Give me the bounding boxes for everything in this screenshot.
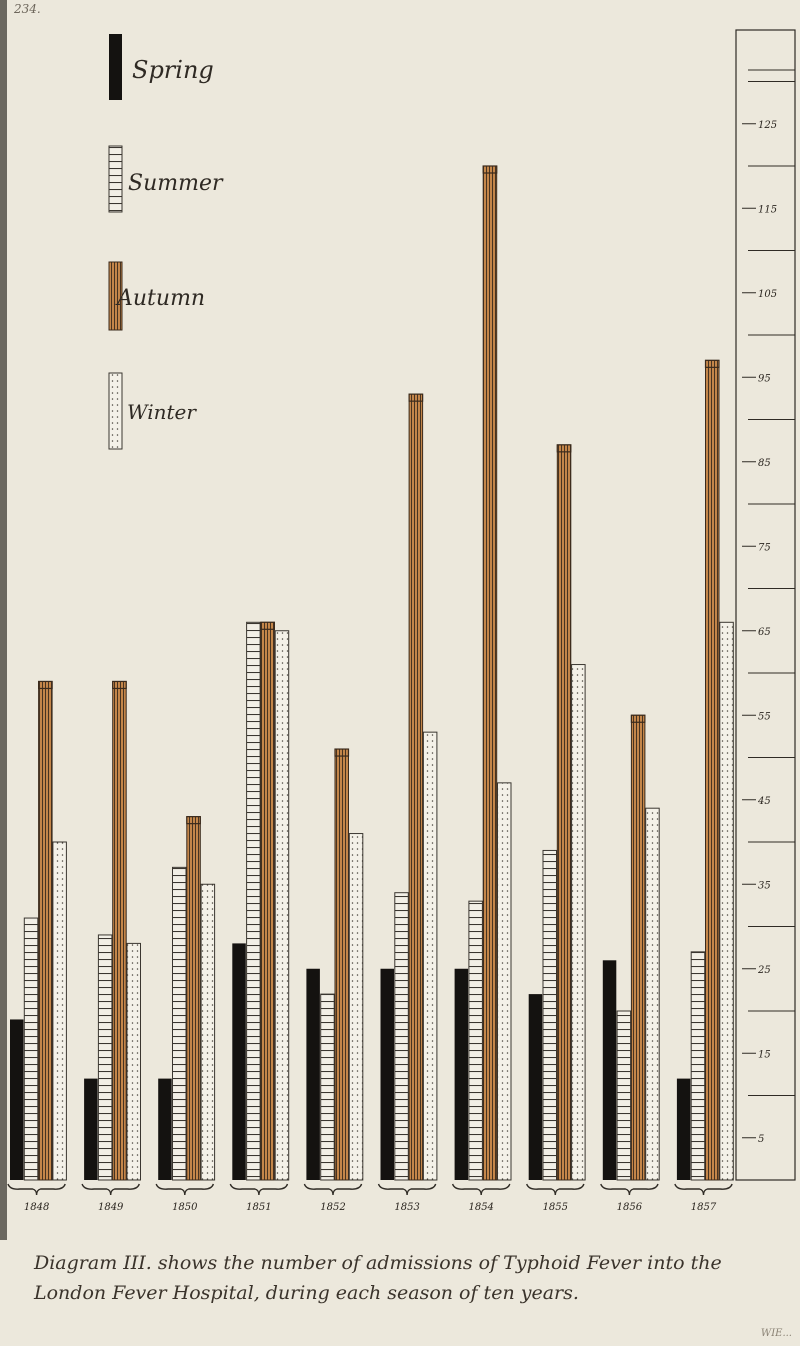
y-tick-label: 55 [758, 711, 771, 723]
x-label-1850: 1850 [172, 1202, 198, 1213]
bar-group-1851 [232, 622, 288, 1180]
legend-swatch-winter [109, 373, 122, 449]
bar-group-1849 [84, 681, 140, 1180]
legend-label-summer: Summer [128, 171, 223, 196]
x-label-1854: 1854 [468, 1202, 494, 1213]
bar-spring-1853 [381, 969, 395, 1180]
bar-autumn-1855 [557, 445, 571, 1180]
bar-group-1850 [158, 817, 214, 1180]
bar-cap-autumn-1856 [631, 715, 645, 722]
y-tick-label: 5 [758, 1133, 765, 1145]
bar-winter-1849 [127, 943, 141, 1180]
bar-group-1856 [603, 715, 659, 1180]
bar-cap-autumn-1853 [409, 394, 423, 401]
bar-spring-1851 [232, 943, 246, 1180]
legend-label-winter: Winter [127, 400, 196, 424]
bar-cap-autumn-1848 [39, 681, 53, 688]
bar-cap-autumn-1850 [187, 817, 201, 824]
x-axis-labels [24, 1202, 717, 1213]
bar-spring-1849 [84, 1079, 98, 1180]
legend-label-spring: Spring [132, 56, 214, 84]
bar-cap-autumn-1857 [706, 360, 720, 367]
year-braces [8, 1184, 732, 1195]
y-tick-label: 15 [758, 1049, 771, 1061]
bar-autumn-1856 [631, 715, 645, 1180]
bar-autumn-1857 [706, 360, 720, 1180]
bar-cap-autumn-1855 [557, 445, 571, 452]
bar-autumn-1849 [113, 681, 127, 1180]
y-tick-label: 115 [758, 204, 778, 216]
legend-swatch-summer [109, 146, 122, 212]
bar-summer-1854 [469, 901, 483, 1180]
bar-group-1853 [381, 394, 437, 1180]
x-label-1848: 1848 [23, 1202, 50, 1213]
bar-cap-autumn-1852 [335, 749, 349, 756]
brace-1857 [675, 1184, 732, 1195]
brace-1848 [8, 1184, 65, 1195]
y-tick-label: 125 [758, 119, 778, 131]
brace-1853 [379, 1184, 436, 1195]
brace-1850 [156, 1184, 213, 1195]
bar-cap-autumn-1851 [261, 622, 275, 629]
scale-frame [736, 30, 795, 1180]
y-axis [736, 30, 795, 1180]
bar-spring-1855 [529, 994, 543, 1180]
y-tick-label: 95 [758, 373, 771, 385]
bar-group-1854 [455, 166, 511, 1180]
brace-1849 [82, 1184, 139, 1195]
corner-mark: WIE... [760, 1328, 792, 1339]
bar-spring-1856 [603, 960, 617, 1180]
y-tick-label: 85 [758, 457, 771, 469]
bar-summer-1852 [321, 994, 335, 1180]
brace-1856 [601, 1184, 658, 1195]
bar-winter-1848 [53, 842, 67, 1180]
x-label-1856: 1856 [616, 1202, 643, 1213]
bar-summer-1857 [691, 952, 705, 1180]
bar-spring-1854 [455, 969, 469, 1180]
brace-1854 [453, 1184, 510, 1195]
bar-summer-1850 [173, 867, 187, 1180]
legend-label-autumn: Autumn [117, 286, 206, 311]
bar-autumn-1853 [409, 394, 423, 1180]
bar-spring-1848 [10, 1019, 24, 1180]
bar-summer-1849 [98, 935, 112, 1180]
legend-swatch-spring [109, 34, 122, 100]
bar-autumn-1848 [39, 681, 53, 1180]
bar-summer-1848 [24, 918, 38, 1180]
page-number: 234. [14, 2, 41, 16]
y-tick-label: 75 [758, 542, 771, 554]
x-label-1857: 1857 [690, 1202, 717, 1213]
x-label-1855: 1855 [542, 1202, 569, 1213]
bar-cap-autumn-1849 [113, 681, 127, 688]
bar-summer-1853 [395, 893, 409, 1180]
bar-summer-1855 [543, 850, 557, 1180]
brace-1851 [230, 1184, 287, 1195]
bar-autumn-1850 [187, 817, 201, 1180]
y-tick-label: 35 [758, 880, 771, 892]
y-tick-label: 25 [758, 964, 771, 976]
bar-winter-1850 [201, 884, 215, 1180]
bar-autumn-1854 [483, 166, 497, 1180]
y-tick-label: 45 [758, 795, 771, 807]
bar-group-1857 [677, 360, 733, 1180]
bar-spring-1857 [677, 1079, 691, 1180]
brace-1852 [304, 1184, 361, 1195]
bar-summer-1856 [617, 1011, 631, 1180]
x-label-1853: 1853 [394, 1202, 420, 1213]
bar-winter-1856 [646, 808, 660, 1180]
bar-spring-1850 [158, 1079, 172, 1180]
bar-winter-1853 [423, 732, 437, 1180]
y-tick-label: 105 [758, 288, 778, 300]
brace-1855 [527, 1184, 584, 1195]
bar-winter-1857 [720, 622, 734, 1180]
bar-autumn-1852 [335, 749, 349, 1180]
x-label-1851: 1851 [246, 1202, 272, 1213]
bar-spring-1852 [306, 969, 320, 1180]
y-tick-label: 65 [758, 626, 771, 638]
bar-summer-1851 [247, 622, 261, 1180]
bar-group-1852 [306, 749, 362, 1180]
plate-left-border [0, 0, 7, 1240]
bar-winter-1852 [349, 834, 363, 1180]
bar-autumn-1851 [261, 622, 275, 1180]
x-label-1849: 1849 [97, 1202, 124, 1213]
diagram-caption: Diagram III. shows the number of admissions of Typhoid Fever into the London Fever Hospital, during each season of ten years. [34, 1252, 722, 1304]
bar-group-1848 [10, 681, 66, 1180]
bar-group-1855 [529, 445, 585, 1180]
bar-winter-1851 [275, 631, 289, 1180]
bar-cap-autumn-1854 [483, 166, 497, 173]
legend [109, 34, 224, 449]
x-label-1852: 1852 [320, 1202, 346, 1213]
bar-winter-1855 [572, 665, 586, 1180]
bar-winter-1854 [498, 783, 512, 1180]
